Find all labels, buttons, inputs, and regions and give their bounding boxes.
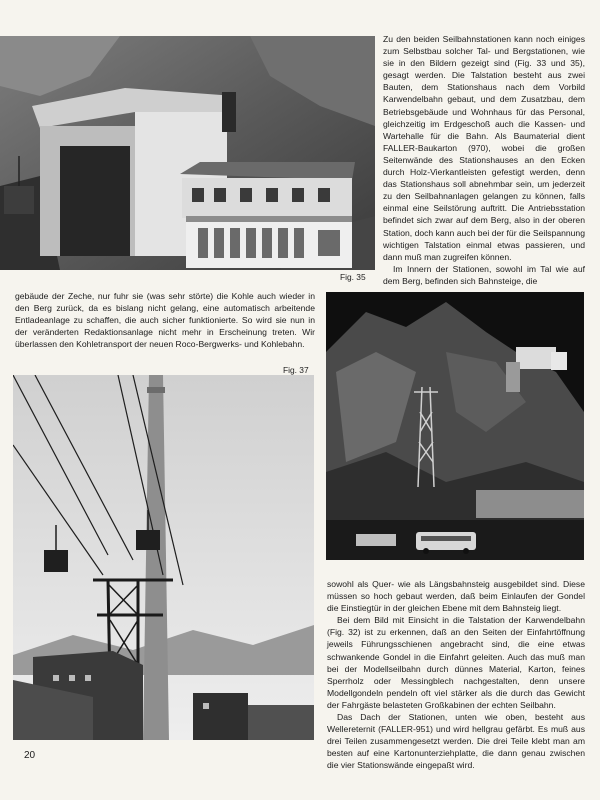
right-column-top-text — [383, 33, 585, 287]
paragraph: Im Innern der Stationen, sowohl im Tal wie auf dem Berg, befinden sich Bahnsteige, die — [383, 263, 585, 286]
paragraph: sowohl als Quer- wie als Längsbahnsteig ausgebildet sind. Diese müssen so hoch gebaut werden, daß beim Einlaufen der Gondel die Einstiegtür in der gleichen Ebene mit dem Bahnsteig liegt. — [327, 579, 585, 614]
paragraph: Zu den beiden Seilbahnstationen kann noch einiges zum Selbstbau solcher Tal- und Bergstationen, wie sie in den Bildern gezeigt sind (Fig. 33 und 35), gesagt werden. Die Talstation besteht aus zwei Bauten, dem Stationshaus nach dem Vorbild Karwendelbahn gebaut, und dem Zusatzbau, dem Betriebsgebäude und Wohnhaus für das Personal, gleichzeitig im Erdgeschoß auch die Kassen- und Wartehalle für die Bahn. Als Baumaterial dient FALLER-Baukarton (970), wobei die großen Seitenwände des Stationshauses an den Ecken durch Holz-Vierkantleisten gefestigt werden, denn das Stationshaus soll abnehmbar sein, um jederzeit zu den Seilbahnanlagen gelangen zu können, falls einmal eine Seilstörung auftritt. Die Antriebsstation befindet sich zwar auf dem Berg, also in der oberen Station, doch kann auch bei der für die Seilspannung wichtigen Talstation einmal etwas passieren, und dann muß man zugreifen können. — [383, 34, 585, 262]
page-number: 20 — [24, 750, 36, 761]
left-column-middle-text — [15, 290, 315, 350]
fig35-caption: Fig. 35 — [340, 272, 366, 282]
paragraph: gebäude der Zeche, nur fuhr sie (was sehr störte) die Kohle auch wieder in den Berg zurück, da es bislang nicht gelang, eine automatisch arbeitende Entladeanlage zu schaffen, die auch sicher funktionierte. So wird sie nun in der veränderten Redaktionsanlage nicht mehr in Erscheinung treten. Wir überlassen den Kohletransport der neuen Roco-Bergwerks- und Kohlebahn. — [15, 291, 315, 350]
fig37-caption: Fig. 37 — [283, 365, 309, 375]
fig36-photo — [326, 292, 584, 560]
right-column-bottom-text — [327, 578, 585, 772]
fig37-photo — [13, 375, 314, 740]
paragraph: Das Dach der Stationen, unten wie oben, besteht aus Wellereternit (FALLER-951) und wird hellgrau gefärbt. Es muß aus drei Teilen zusammengesetzt werden. Die drei Teile klebt man am besten auf eine Kartonunterziehplatte, die dann genau zwischen die vier Stationswände eingepaßt wird. — [327, 712, 585, 771]
paragraph: Bei dem Bild mit Einsicht in die Talstation der Karwendelbahn (Fig. 32) ist zu erkennen, daß an den Seiten der Einfahrtöffnung jeweils Führungsschienen angebracht sind, die eine etwas schwankende Gondel in die Einfahrt geleiten. Auch das muß man bei der Modellseilbahn durch dünnes Material, Karton, feines Sperrholz oder Messingblech nachgestalten, denn unsere Modellgondeln pendeln oft viel stärker als die durch das Gewicht der Fahrgäste belasteten Großkabinen der echten Seilbahn. — [327, 615, 585, 710]
fig35-photo — [0, 36, 375, 270]
